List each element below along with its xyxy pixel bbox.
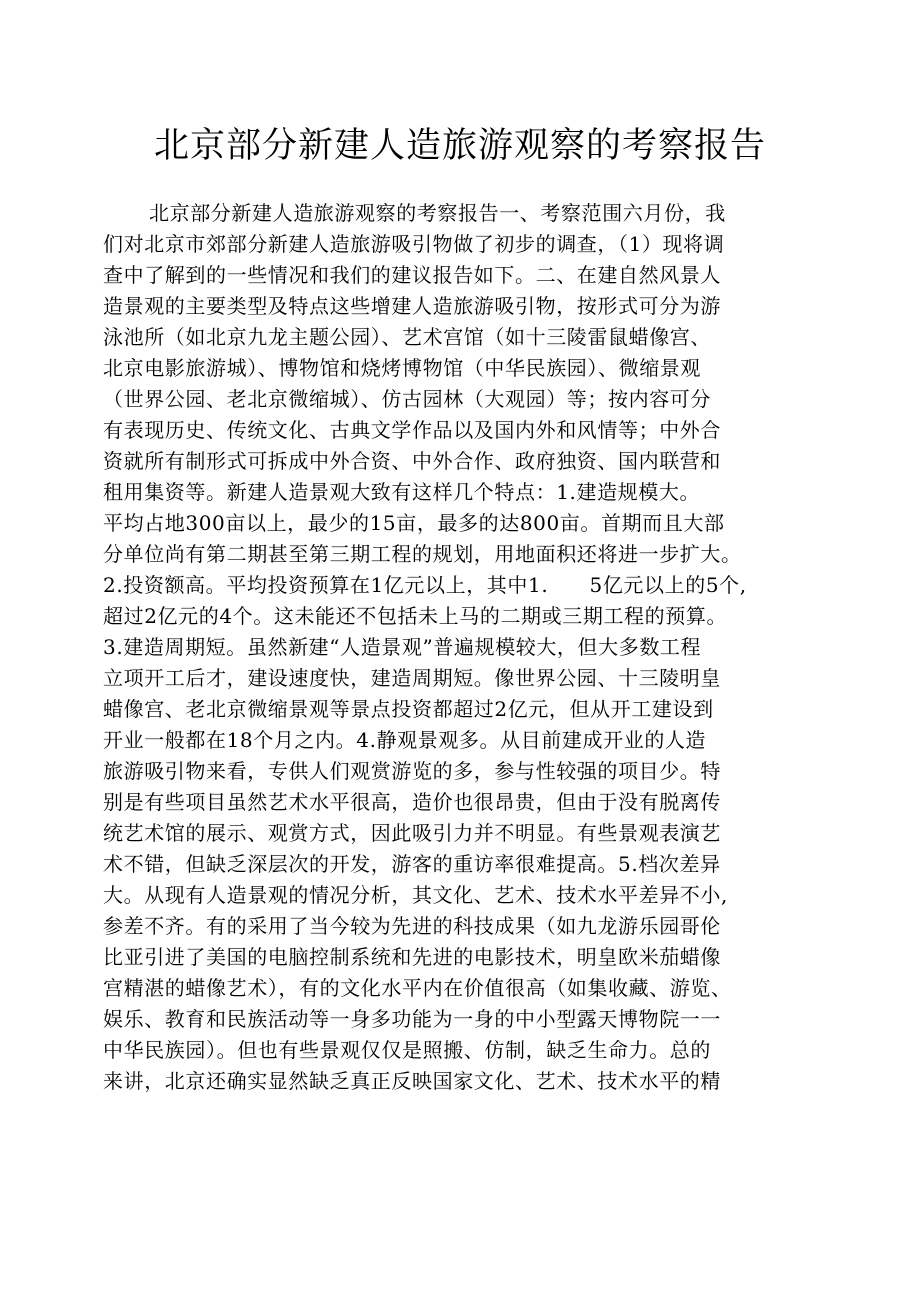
paragraph-line: 宫精湛的蜡像艺术），有的文化水平内在价值很高（如集收藏、游览、: [103, 976, 732, 1000]
paragraph-line: 资就所有制形式可拆成中外合资、中外合作、政府独资、国内联营和: [103, 449, 721, 473]
paragraph-line: 有表现历史、传统文化、古典文学作品以及国内外和风情等；中外合: [103, 418, 721, 442]
paragraph-line: 旅游吸引物来看，专供人们观赏游览的多，参与性较强的项目少。特: [103, 759, 721, 783]
paragraph-line: 2.投资额高。平均投资预算在1亿元以上，其中1. 5亿元以上的5个,: [103, 573, 747, 597]
document-title: 北京部分新建人造旅游观察的考察报告: [153, 126, 766, 166]
paragraph-line: 北京部分新建人造旅游观察的考察报告一、考察范围六月份，我: [149, 201, 726, 225]
paragraph-line: 分单位尚有第二期甚至第三期工程的规划，用地面积还将进一步扩大。: [103, 542, 742, 566]
paragraph-line: 查中了解到的一些情况和我们的建议报告如下。二、在建自然风景人: [103, 263, 721, 287]
paragraph-line: 比亚引进了美国的电脑控制系统和先进的电影技术，明皇欧米茄蜡像: [103, 945, 721, 969]
paragraph-line: 蜡像宫、老北京微缩景观等景点投资都超过2亿元，但从开工建设到: [103, 697, 714, 721]
paragraph-line: 平均占地300亩以上，最少的15亩，最多的达800亩。首期而且大部: [103, 511, 725, 535]
paragraph-line: 超过2亿元的4个。这未能还不包括未上马的二期或三期工程的预算。: [103, 604, 728, 628]
paragraph-line: 中华民族园）。但也有些景观仅仅是照搬、仿制，缺乏生命力。总的: [103, 1038, 711, 1062]
paragraph-line: 租用集资等。新建人造景观大致有这样几个特点：1.建造规模大。: [103, 480, 701, 504]
paragraph-line: 娱乐、教育和民族活动等一身多功能为一身的中小型露天博物院一一: [103, 1007, 721, 1031]
paragraph-line: 泳池所（如北京九龙主题公园）、艺术宫馆（如十三陵雷鼠蜡像宫、: [103, 325, 711, 349]
document-body: [103, 198, 823, 1097]
paragraph-line: 3.建造周期短。虽然新建“人造景观”普遍规模较大，但大多数工程: [103, 635, 702, 659]
paragraph-line: 们对北京市郊部分新建人造旅游吸引物做了初步的调查，（1）现将调: [103, 232, 725, 256]
paragraph-line: 大。从现有人造景观的情况分析，其文化、艺术、技术水平差异不小,: [103, 883, 728, 907]
paragraph-line: 北京电影旅游城）、博物馆和烧烤博物馆（中华民族园）、微缩景观: [103, 356, 701, 380]
paragraph-line: 术不错，但缺乏深层次的开发，游客的重访率很难提高。5.档次差异: [103, 852, 721, 876]
paragraph-line: 造景观的主要类型及特点这些增建人造旅游吸引物，按形式可分为游: [103, 294, 721, 318]
paragraph-line: （世界公园、老北京微缩城）、仿古园林（大观园）等；按内容可分: [103, 387, 711, 411]
paragraph-line: 立项开工后才，建设速度快，建造周期短。像世界公园、十三陵明皇: [103, 666, 721, 690]
paragraph-line: 统艺术馆的展示、观赏方式，因此吸引力并不明显。有些景观表演艺: [103, 821, 721, 845]
paragraph-line: 来讲，北京还确实显然缺乏真正反映国家文化、艺术、技术水平的精: [103, 1069, 721, 1093]
paragraph-line: 别是有些项目虽然艺术水平很高，造价也很昂贵，但由于没有脱离传: [103, 790, 721, 814]
paragraph-line: 开业一般都在18个月之内。4.静观景观多。从目前建成开业的人造: [103, 728, 707, 752]
paragraph-line: 参差不齐。有的采用了当今较为先进的科技成果（如九龙游乐园哥伦: [103, 914, 721, 938]
